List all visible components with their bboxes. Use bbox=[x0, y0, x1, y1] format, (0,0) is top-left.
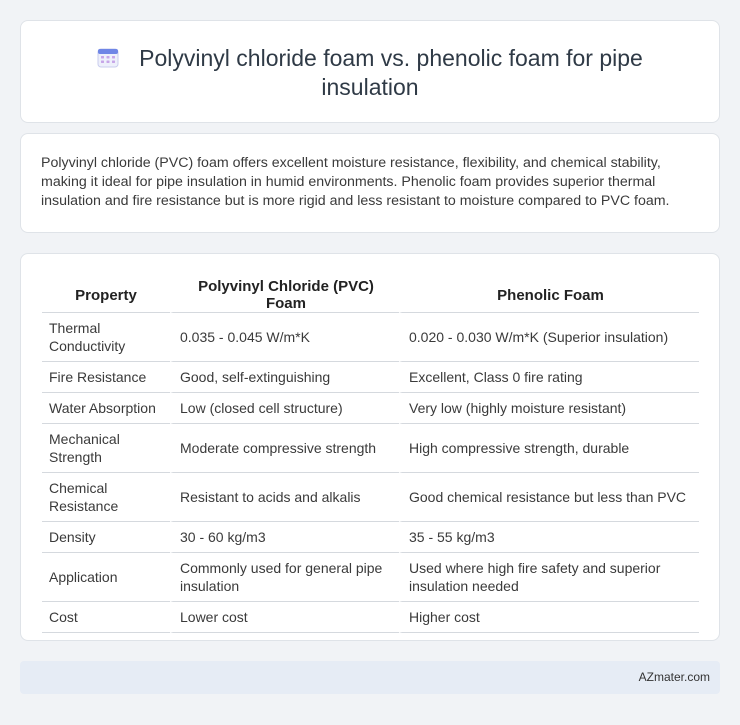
table-row bbox=[42, 553, 699, 602]
table-row bbox=[42, 424, 699, 473]
phenolic-cell: 0.020 - 0.030 W/m*K (Superior insulation) bbox=[399, 313, 699, 362]
comparison-card bbox=[20, 253, 720, 641]
phenolic-cell: Used where high fire safety and superior insulation needed bbox=[399, 553, 699, 602]
footer-bar bbox=[20, 661, 720, 694]
phenolic-cell: 35 - 55 kg/m3 bbox=[399, 522, 699, 553]
footer-brand: AZmater.com bbox=[638, 670, 710, 684]
property-cell: Chemical Resistance bbox=[42, 473, 170, 522]
phenolic-cell: High compressive strength, durable bbox=[399, 424, 699, 473]
pvc-cell: 0.035 - 0.045 W/m*K bbox=[170, 313, 399, 362]
page-title: Polyvinyl chloride foam vs. phenolic foam for pipe insulation bbox=[139, 45, 643, 100]
table-row bbox=[42, 522, 699, 553]
table-row bbox=[42, 602, 699, 633]
pvc-cell: Commonly used for general pipe insulation bbox=[170, 553, 399, 602]
phenolic-cell: Excellent, Class 0 fire rating bbox=[399, 362, 699, 393]
description-text: Polyvinyl chloride (PVC) foam offers excellent moisture resistance, flexibility, and chemical stability, making it ideal for pipe insulation in humid environments. Phenolic foam provides superior thermal insulation and fire resistance but is more rigid and less resistant to moisture compared to PVC foam. bbox=[41, 155, 670, 209]
phenolic-cell: Good chemical resistance but less than PVC bbox=[399, 473, 699, 522]
table-row bbox=[42, 473, 699, 522]
pvc-cell: Good, self-extinguishing bbox=[170, 362, 399, 393]
property-cell: Density bbox=[42, 522, 170, 553]
pvc-cell: 30 - 60 kg/m3 bbox=[170, 522, 399, 553]
phenolic-cell: Very low (highly moisture resistant) bbox=[399, 393, 699, 424]
table-row bbox=[42, 313, 699, 362]
property-cell: Thermal Conductivity bbox=[42, 313, 170, 362]
property-cell: Water Absorption bbox=[42, 393, 170, 424]
comparison-table bbox=[42, 274, 699, 633]
pvc-cell: Low (closed cell structure) bbox=[170, 393, 399, 424]
table-row bbox=[42, 362, 699, 393]
title-wrap bbox=[21, 44, 719, 102]
title-card bbox=[20, 20, 720, 123]
table-row bbox=[42, 393, 699, 424]
property-cell: Mechanical Strength bbox=[42, 424, 170, 473]
header-pvc-foam: Polyvinyl Chloride (PVC) Foam bbox=[170, 274, 399, 313]
property-cell: Application bbox=[42, 553, 170, 602]
calendar-icon bbox=[97, 46, 119, 68]
header-property: Property bbox=[42, 274, 170, 313]
phenolic-cell: Higher cost bbox=[399, 602, 699, 633]
pvc-cell: Lower cost bbox=[170, 602, 399, 633]
pvc-cell: Resistant to acids and alkalis bbox=[170, 473, 399, 522]
property-cell: Cost bbox=[42, 602, 170, 633]
header-phenolic-foam: Phenolic Foam bbox=[399, 274, 699, 313]
description-card bbox=[20, 133, 720, 233]
property-cell: Fire Resistance bbox=[42, 362, 170, 393]
table-header-row bbox=[42, 274, 699, 313]
pvc-cell: Moderate compressive strength bbox=[170, 424, 399, 473]
